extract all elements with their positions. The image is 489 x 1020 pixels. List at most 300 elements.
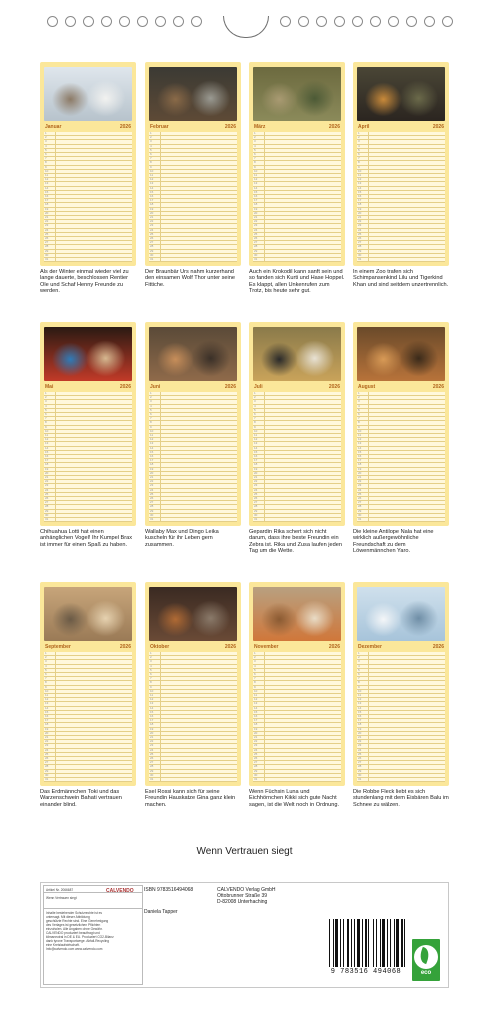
day-number: 22 — [150, 219, 154, 224]
day-number: 8 — [45, 160, 47, 165]
day-rows — [357, 652, 445, 782]
barcode-bar — [347, 919, 350, 967]
day-number: 30 — [45, 512, 49, 517]
month-caption: Die Robbe Fleck liebt es sich stundenlang mit dem Eisbären Balu im Schnee zu wälzen. — [353, 789, 449, 808]
month-panel-3 — [353, 62, 449, 266]
barcode-bar — [351, 919, 352, 967]
day-number: 23 — [254, 223, 258, 228]
day-number: 27 — [45, 240, 49, 245]
day-number: 26 — [150, 496, 154, 500]
day-number: 9 — [358, 164, 360, 169]
day-number: 29 — [45, 508, 49, 513]
binding-hole — [191, 16, 202, 27]
day-number: 23 — [254, 743, 258, 748]
month-panel-7 — [353, 322, 449, 526]
barcode-bar — [362, 919, 363, 967]
month-name: August — [358, 383, 376, 390]
back-cover-info — [40, 882, 449, 988]
day-number: 8 — [358, 160, 360, 165]
binding-hole — [47, 16, 58, 27]
day-number: 13 — [45, 701, 49, 706]
day-number: 14 — [254, 445, 258, 450]
day-rows — [149, 132, 237, 262]
eco-label: eco — [420, 970, 432, 976]
barcode-bar — [357, 919, 360, 967]
day-number: 5 — [254, 667, 256, 672]
calendar-title: Wenn Vertrauen siegt — [196, 846, 293, 857]
day-number: 22 — [150, 479, 154, 484]
day-number: 6 — [358, 412, 360, 416]
day-number: 6 — [150, 412, 152, 416]
day-number: 19 — [254, 726, 258, 731]
day-number: 29 — [45, 248, 49, 253]
day-number: 5 — [150, 667, 152, 672]
barcode-bar — [335, 919, 338, 967]
day-number: 19 — [150, 726, 154, 731]
barcode-bar — [329, 919, 330, 967]
fine-print-line: des Verlages ist gesetzlichen Pflichten — [46, 923, 101, 927]
fine-print-line: untersagt. Mit dieser Abbildung — [46, 915, 90, 919]
barcode-bar — [373, 919, 374, 967]
day-number: 2 — [254, 655, 256, 660]
month-header — [357, 642, 445, 651]
month-header — [44, 382, 132, 391]
fine-print-line: eine Kreislaufwirtschaft. — [46, 943, 80, 947]
day-number: 27 — [358, 240, 362, 245]
day-number: 24 — [150, 747, 154, 752]
day-number: 25 — [358, 231, 362, 236]
day-number: 11 — [254, 173, 258, 177]
day-number: 12 — [358, 177, 362, 182]
month-name: Oktober — [150, 643, 170, 650]
day-number: 15 — [358, 189, 362, 194]
month-header — [253, 642, 341, 651]
day-number: 10 — [150, 688, 154, 693]
day-number: 25 — [45, 491, 49, 496]
day-number: 4 — [254, 663, 256, 668]
day-number: 28 — [150, 244, 154, 249]
day-number: 12 — [254, 697, 258, 702]
day-rows — [253, 132, 341, 262]
month-name: Juli — [254, 383, 263, 390]
day-number: 15 — [358, 449, 362, 454]
barcode-bar — [333, 919, 334, 967]
day-number: 17 — [45, 198, 49, 203]
day-number: 21 — [150, 475, 154, 479]
day-number: 16 — [150, 714, 154, 718]
day-number: 22 — [358, 739, 362, 744]
day-number: 16 — [45, 714, 49, 718]
isbn: ISBN 9783516494068 — [144, 887, 194, 893]
day-number: 18 — [254, 202, 258, 207]
day-number: 1 — [254, 391, 256, 395]
day-number: 20 — [150, 730, 154, 735]
photo-brown-bear-and-wolf — [149, 67, 237, 121]
day-number: 31 — [150, 777, 154, 781]
day-number: 14 — [150, 185, 154, 190]
day-number: 10 — [358, 168, 362, 173]
day-number: 17 — [254, 458, 258, 463]
day-number: 31 — [254, 257, 258, 261]
day-number: 27 — [254, 760, 258, 765]
day-number: 24 — [150, 227, 154, 232]
day-number: 29 — [254, 508, 258, 513]
month-caption: Das Erdmännchen Toki und das Warzenschwein Bahati vertrauen einander blind. — [40, 789, 122, 808]
day-number: 2 — [358, 135, 360, 140]
day-number: 4 — [358, 403, 360, 408]
day-number: 8 — [358, 420, 360, 425]
day-number: 21 — [150, 735, 154, 739]
day-number: 16 — [45, 454, 49, 458]
day-number: 4 — [254, 143, 256, 148]
day-number: 2 — [358, 395, 360, 400]
fine-print-line: klimaneutral in DE & EU. Produziert CO2-Bilanz — [46, 935, 114, 939]
day-number: 3 — [45, 659, 47, 664]
day-number: 1 — [45, 131, 47, 135]
day-number: 1 — [150, 391, 152, 395]
day-row — [253, 778, 341, 782]
day-number: 13 — [254, 441, 258, 446]
day-number: 1 — [254, 131, 256, 135]
day-number: 26 — [45, 756, 49, 760]
day-number: 5 — [150, 407, 152, 412]
month-year: 2026 — [328, 643, 340, 650]
day-number: 17 — [358, 718, 362, 723]
day-number: 6 — [358, 152, 360, 156]
day-number: 6 — [358, 672, 360, 676]
day-number: 5 — [45, 407, 47, 412]
month-header — [44, 122, 132, 131]
day-number: 9 — [358, 424, 360, 429]
day-number: 1 — [45, 391, 47, 395]
barcode-bar — [343, 919, 344, 967]
day-number: 30 — [45, 772, 49, 777]
month-caption: Die kleine Antilope Nala hat eine wirklich außergewöhnliche Freundschaft zu dem Löwenmännchen Yaro. — [353, 529, 434, 555]
day-number: 4 — [150, 403, 152, 408]
barcode-bar — [401, 919, 403, 967]
day-number: 14 — [358, 445, 362, 450]
day-number: 16 — [150, 194, 154, 198]
day-number: 31 — [358, 257, 362, 261]
day-rows — [149, 392, 237, 522]
day-number: 9 — [254, 684, 256, 689]
day-number: 2 — [45, 395, 47, 400]
day-number: 20 — [150, 210, 154, 215]
day-number: 7 — [254, 676, 256, 681]
day-number: 14 — [150, 445, 154, 450]
day-rows — [357, 392, 445, 522]
day-number: 7 — [150, 676, 152, 681]
day-row — [149, 258, 237, 262]
day-number: 29 — [254, 768, 258, 773]
day-number: 30 — [150, 512, 154, 517]
day-number: 1 — [358, 651, 360, 655]
day-row — [253, 258, 341, 262]
day-number: 22 — [254, 739, 258, 744]
day-number: 18 — [358, 462, 362, 467]
day-number: 22 — [150, 739, 154, 744]
binding-hole — [388, 16, 399, 27]
fine-print-line: einzuholen. Alle Angaben ohne Gewähr. — [46, 927, 103, 931]
day-number: 3 — [358, 139, 360, 144]
day-number: 17 — [150, 458, 154, 463]
day-number: 22 — [45, 479, 49, 484]
day-number: 15 — [150, 189, 154, 194]
day-number: 25 — [150, 231, 154, 236]
binding-hole — [298, 16, 309, 27]
day-number: 9 — [150, 164, 152, 169]
day-number: 6 — [254, 412, 256, 416]
binding-hole — [442, 16, 453, 27]
day-number: 9 — [358, 684, 360, 689]
day-number: 11 — [45, 693, 49, 697]
day-number: 24 — [254, 227, 258, 232]
day-number: 17 — [254, 198, 258, 203]
day-row — [44, 518, 132, 522]
photo-seal-and-polar-bear — [357, 587, 445, 641]
publisher-address — [217, 887, 276, 905]
day-number: 3 — [358, 659, 360, 664]
day-number: 1 — [358, 391, 360, 395]
month-year: 2026 — [432, 123, 444, 130]
barcode-bar — [396, 919, 399, 967]
day-number: 31 — [45, 257, 49, 261]
day-number: 19 — [150, 206, 154, 211]
fine-print-line: Info@calvendo.com www.calvendo.com — [46, 947, 103, 951]
day-number: 22 — [45, 739, 49, 744]
month-year: 2026 — [328, 123, 340, 130]
binding-hole — [101, 16, 112, 27]
day-number: 10 — [45, 168, 49, 173]
day-number: 26 — [254, 756, 258, 760]
month-caption: Als der Winter einmal wieder viel zu lange dauerte, beschlossen Rentier Ole und Schaf Henny Freunde zu werden. — [40, 269, 129, 295]
binding-hole — [352, 16, 363, 27]
month-year: 2026 — [328, 383, 340, 390]
day-number: 22 — [45, 219, 49, 224]
day-number: 25 — [358, 751, 362, 756]
barcode-bar — [380, 919, 381, 967]
month-name: Januar — [45, 123, 62, 130]
day-number: 16 — [358, 194, 362, 198]
day-number: 30 — [254, 252, 258, 257]
day-row — [357, 518, 445, 522]
month-name: November — [254, 643, 279, 650]
day-number: 16 — [254, 194, 258, 198]
day-number: 23 — [45, 743, 49, 748]
day-number: 27 — [150, 500, 154, 505]
day-number: 18 — [254, 722, 258, 727]
day-number: 23 — [45, 483, 49, 488]
day-number: 2 — [358, 655, 360, 660]
month-panel-5 — [145, 322, 241, 526]
day-number: 22 — [254, 219, 258, 224]
day-number: 17 — [254, 718, 258, 723]
day-number: 9 — [254, 164, 256, 169]
day-number: 23 — [358, 223, 362, 228]
month-panel-6 — [249, 322, 345, 526]
day-number: 2 — [150, 135, 152, 140]
month-caption: Chihuahua Lotti hat einen anhänglichen Vogel! Ihr Kumpel Brax ist immer für einen Spaß zu haben. — [40, 529, 133, 548]
day-number: 3 — [254, 399, 256, 404]
day-number: 30 — [358, 772, 362, 777]
month-panel-1 — [145, 62, 241, 266]
day-number: 14 — [45, 445, 49, 450]
day-number: 8 — [358, 680, 360, 685]
day-number: 13 — [45, 181, 49, 186]
day-number: 26 — [358, 236, 362, 240]
day-number: 13 — [150, 701, 154, 706]
fine-print-line: geschützte Rechte sind. Eine Genehmigung — [46, 919, 109, 923]
day-number: 2 — [150, 395, 152, 400]
day-number: 29 — [150, 768, 154, 773]
day-number: 7 — [254, 416, 256, 421]
day-number: 16 — [358, 454, 362, 458]
day-number: 6 — [254, 152, 256, 156]
month-name: Mai — [45, 383, 54, 390]
day-number: 9 — [45, 164, 47, 169]
day-number: 4 — [254, 403, 256, 408]
day-number: 10 — [254, 688, 258, 693]
day-number: 7 — [45, 156, 47, 161]
day-number: 24 — [45, 747, 49, 752]
day-number: 11 — [150, 693, 154, 697]
label-box — [43, 885, 143, 985]
day-number: 18 — [150, 202, 154, 207]
publisher-line: D-82008 Unterhaching — [217, 899, 268, 905]
day-number: 1 — [150, 131, 152, 135]
month-header — [149, 382, 237, 391]
photo-reindeer-and-sheep-in-snow — [44, 67, 132, 121]
month-caption: In einem Zoo trafen sich Schimpansenkind Lilu und Tigerkind Khan und sind seitdem unzertrennlich. — [353, 269, 449, 288]
month-header — [149, 642, 237, 651]
day-number: 14 — [45, 185, 49, 190]
day-number: 12 — [45, 437, 49, 442]
day-number: 18 — [150, 722, 154, 727]
month-name: Juni — [150, 383, 161, 390]
barcode-bar — [390, 919, 391, 967]
fine-print — [44, 909, 142, 951]
month-year: 2026 — [119, 383, 131, 390]
day-number: 21 — [254, 475, 258, 479]
day-number: 2 — [150, 655, 152, 660]
day-row — [253, 518, 341, 522]
day-number: 23 — [254, 483, 258, 488]
day-number: 11 — [150, 173, 154, 177]
day-number: 3 — [45, 399, 47, 404]
day-number: 14 — [45, 705, 49, 710]
day-number: 17 — [358, 458, 362, 463]
barcode-bar — [340, 919, 342, 967]
day-number: 3 — [254, 139, 256, 144]
day-number: 6 — [254, 672, 256, 676]
day-number: 15 — [150, 709, 154, 714]
day-row — [149, 518, 237, 522]
day-number: 10 — [358, 428, 362, 433]
day-number: 28 — [254, 504, 258, 509]
month-year: 2026 — [119, 643, 131, 650]
day-number: 14 — [254, 185, 258, 190]
day-number: 18 — [358, 202, 362, 207]
day-number: 25 — [254, 751, 258, 756]
day-number: 20 — [45, 210, 49, 215]
photo-cheetah-and-zebra — [253, 327, 341, 381]
day-number: 21 — [358, 475, 362, 479]
day-number: 2 — [254, 395, 256, 400]
month-panel-10 — [249, 582, 345, 786]
day-number: 11 — [254, 693, 258, 697]
day-number: 21 — [150, 215, 154, 219]
day-number: 26 — [150, 756, 154, 760]
photo-chimp-and-tiger-cub — [357, 67, 445, 121]
day-number: 8 — [150, 680, 152, 685]
day-number: 28 — [150, 504, 154, 509]
day-number: 12 — [150, 437, 154, 442]
day-number: 8 — [254, 420, 256, 425]
day-number: 9 — [45, 424, 47, 429]
day-number: 26 — [358, 496, 362, 500]
day-number: 30 — [150, 252, 154, 257]
day-number: 11 — [150, 433, 154, 437]
day-number: 22 — [254, 479, 258, 484]
day-number: 12 — [45, 697, 49, 702]
day-number: 23 — [358, 483, 362, 488]
day-number: 26 — [45, 496, 49, 500]
day-number: 28 — [150, 764, 154, 769]
barcode-bars — [329, 919, 409, 967]
month-name: September — [45, 643, 71, 650]
day-number: 20 — [358, 730, 362, 735]
binding-hole — [406, 16, 417, 27]
day-number: 29 — [150, 248, 154, 253]
month-header — [149, 122, 237, 131]
day-number: 3 — [150, 399, 152, 404]
hanger-notch — [223, 16, 269, 38]
day-number: 11 — [45, 433, 49, 437]
barcode-number: 9 783516 494068 — [330, 968, 402, 976]
day-number: 7 — [358, 416, 360, 421]
day-number: 5 — [254, 407, 256, 412]
day-number: 28 — [45, 764, 49, 769]
day-number: 13 — [254, 701, 258, 706]
day-number: 31 — [45, 517, 49, 521]
day-number: 6 — [45, 672, 47, 676]
day-number: 20 — [254, 730, 258, 735]
day-number: 20 — [254, 210, 258, 215]
day-number: 29 — [254, 248, 258, 253]
day-number: 19 — [254, 466, 258, 471]
day-number: 4 — [150, 143, 152, 148]
month-caption: Wallaby Max und Dingo Leika kuscheln für ihr Leben gern zusammen. — [145, 529, 219, 548]
day-number: 5 — [45, 147, 47, 152]
day-number: 18 — [45, 202, 49, 207]
day-number: 15 — [45, 449, 49, 454]
day-number: 30 — [45, 252, 49, 257]
day-number: 13 — [150, 181, 154, 186]
day-number: 29 — [358, 248, 362, 253]
day-number: 24 — [45, 227, 49, 232]
day-rows — [149, 652, 237, 782]
binding-hole — [83, 16, 94, 27]
day-number: 16 — [150, 454, 154, 458]
day-number: 19 — [254, 206, 258, 211]
day-number: 12 — [358, 697, 362, 702]
day-number: 26 — [358, 756, 362, 760]
month-year: 2026 — [224, 383, 236, 390]
day-row — [357, 258, 445, 262]
month-header — [253, 122, 341, 131]
day-number: 17 — [45, 718, 49, 723]
binding-hole — [280, 16, 291, 27]
